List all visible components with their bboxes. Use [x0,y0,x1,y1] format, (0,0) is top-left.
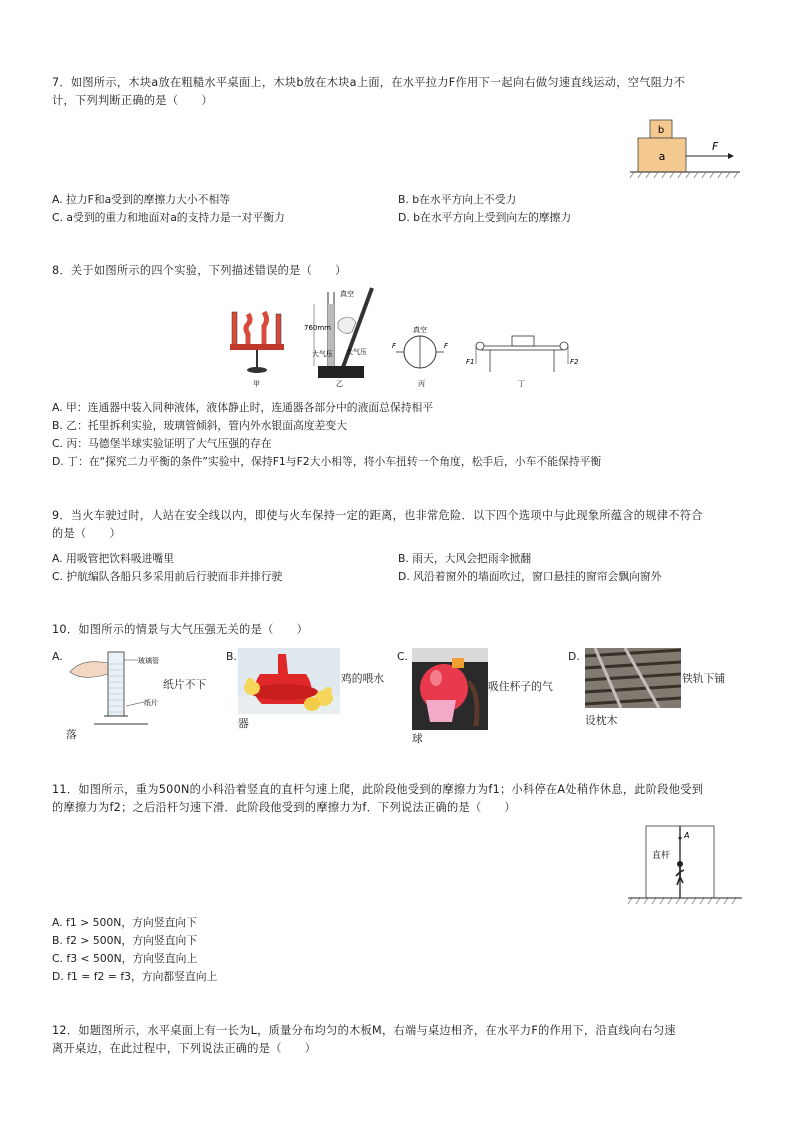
q8-label-daqiya-left: 大气压 [312,350,333,358]
q8-option-d[interactable]: D. 丁：在“探究二力平衡的条件”实验中，保持F1与F2大小相等，将小车扭转一个角度，松手后，小车不能保持平衡 [52,455,602,468]
q12-stem-line2: 离开桌边，在此过程中，下列说法正确的是（ ） [52,1042,317,1055]
q10-a-tag-paper: 纸片 [144,699,158,707]
q9-stem-line1: 9．当火车驶过时，人站在安全线以内，即使与火车保持一定的距离，也非常危险．以下四个选项中与此现象所蕴含的规律不符合 [52,509,703,522]
q10-option-b-figure [238,648,340,714]
q8-label-ding: 丁 [518,380,525,388]
q9-option-c[interactable]: C. 护航编队各船只多采用前后行驶而非并排行驶 [52,570,283,583]
q12-stem-line1: 12．如题图所示，水平桌面上有一长为L，质量分布均匀的木板M，右端与桌边相齐，在水平力F的作用下，沿直线向右匀速 [52,1024,676,1037]
q10-c-caption-2: 球 [412,732,423,745]
q9-option-d[interactable]: D. 风沿着窗外的墙面吹过，窗口悬挂的窗帘会飘向窗外 [398,570,662,583]
q8-option-b[interactable]: B. 乙：托里拆利实验，玻璃管倾斜，管内外水银面高度差变大 [52,419,347,432]
q8-label-jia: 甲 [253,380,260,388]
q7-label-F: F [712,140,719,153]
q11-option-c[interactable]: C. f3 < 500N，方向竖直向上 [52,952,198,965]
q10-b-caption-1: 鸡的喂水 [341,672,385,685]
q8-fig-yi [304,288,372,388]
q11-figure [626,822,744,906]
q10-d-caption-2: 设枕木 [585,714,618,727]
q7-label-a: a [658,150,666,163]
q7-stem-line2: 计，下列判断正确的是（ ） [52,94,213,107]
q7-stem [52,74,752,110]
q10-a-tag-tube: 玻璃管 [138,657,159,665]
q7-arrowhead [728,153,734,159]
q10-b-caption-2: 器 [238,717,249,730]
q8-label-yi: 乙 [336,380,343,388]
q8-option-a[interactable]: A. 甲：连通器中装入同种液体，液体静止时，连通器各部分中的液面总保持相平 [52,401,434,414]
q10-a-caption-2: 落 [66,728,77,741]
q10-c-caption-1: 吸住杯子的气 [488,680,553,693]
q11-option-a[interactable]: A. f1 > 500N，方向竖直向下 [52,916,197,929]
q10-option-c-letter[interactable]: C. [397,650,408,663]
q8-fig-jia [230,312,284,388]
q11-label-A: A [684,831,690,840]
q8-fig-ding [466,336,579,388]
q8-label-ball-vacuum: 真空 [413,326,427,334]
q10-option-b-letter[interactable]: B. [226,650,237,663]
q7-figure [626,116,744,184]
q8-figure [220,284,580,390]
q10-option-a-letter[interactable]: A. [52,650,63,663]
q8-label-F2: F2 [570,358,579,366]
q12-stem [52,1022,762,1058]
q8-label-bing: 丙 [418,380,425,388]
q10-option-d-letter[interactable]: D. [568,650,580,663]
q7-option-b[interactable]: B. b在水平方向上不受力 [398,193,517,206]
q8-label-F-left: F [392,342,397,350]
q8-label-zhenkong: 真空 [340,290,354,298]
q8-label-daqiya-right: 大气压 [346,348,367,356]
q11-option-b[interactable]: B. f2 > 500N，方向竖直向下 [52,934,198,947]
q11-stem-line1: 11．如图所示，重为500N的小科沿着竖直的直杆匀速上爬，此阶段他受到的摩擦力为f1；小科停在A处稍作休息，此阶段他受到 [52,783,704,796]
q10-option-d-figure [585,648,681,708]
q10-a-caption-1: 纸片不下 [163,678,207,691]
q8-fig-bing [392,325,449,388]
q10-option-c-figure [412,648,488,730]
q10-stem: 10．如图所示的情景与大气压强无关的是（ ） [52,623,309,636]
q8-option-c[interactable]: C. 丙：马德堡半球实验证明了大气压强的存在 [52,437,272,450]
q8-label-F1: F1 [466,358,475,366]
q11-stem-line2: 的摩擦力为f2；之后沿杆匀速下滑．此阶段他受到的摩擦力为f．下列说法正确的是（ ） [52,801,516,814]
q7-option-d[interactable]: D. b在水平方向上受到向左的摩擦力 [398,211,572,224]
q7-label-b: b [657,125,665,136]
q8-stem: 8．关于如图所示的四个实验，下列描述错误的是（ ） [52,264,347,277]
q11-option-d[interactable]: D. f1 = f2 = f3，方向都竖直向上 [52,970,218,983]
q7-stem-line1: 7．如图所示，木块a放在粗糙水平桌面上，木块b放在木块a上面，在水平拉力F作用下一起向右做匀速直线运动，空气阻力不 [52,76,686,89]
q10-d-caption-1: 铁轨下铺 [682,672,726,685]
q8-label-760mm: 760mm [304,324,331,332]
q7-option-c[interactable]: C. a受到的重力和地面对a的支持力是一对平衡力 [52,211,285,224]
q7-option-a[interactable]: A. 拉力F和a受到的摩擦力大小不相等 [52,193,231,206]
q9-stem-line2: 的是（ ） [52,527,121,540]
q9-option-b[interactable]: B. 雨天，大风会把雨伞掀翻 [398,552,532,565]
q9-stem [52,507,762,543]
q11-stem [52,781,762,817]
q11-label-pole: 直杆 [652,851,671,861]
q8-label-F-right: F [444,342,449,350]
q9-option-a[interactable]: A. 用吸管把饮料吸进嘴里 [52,552,175,565]
